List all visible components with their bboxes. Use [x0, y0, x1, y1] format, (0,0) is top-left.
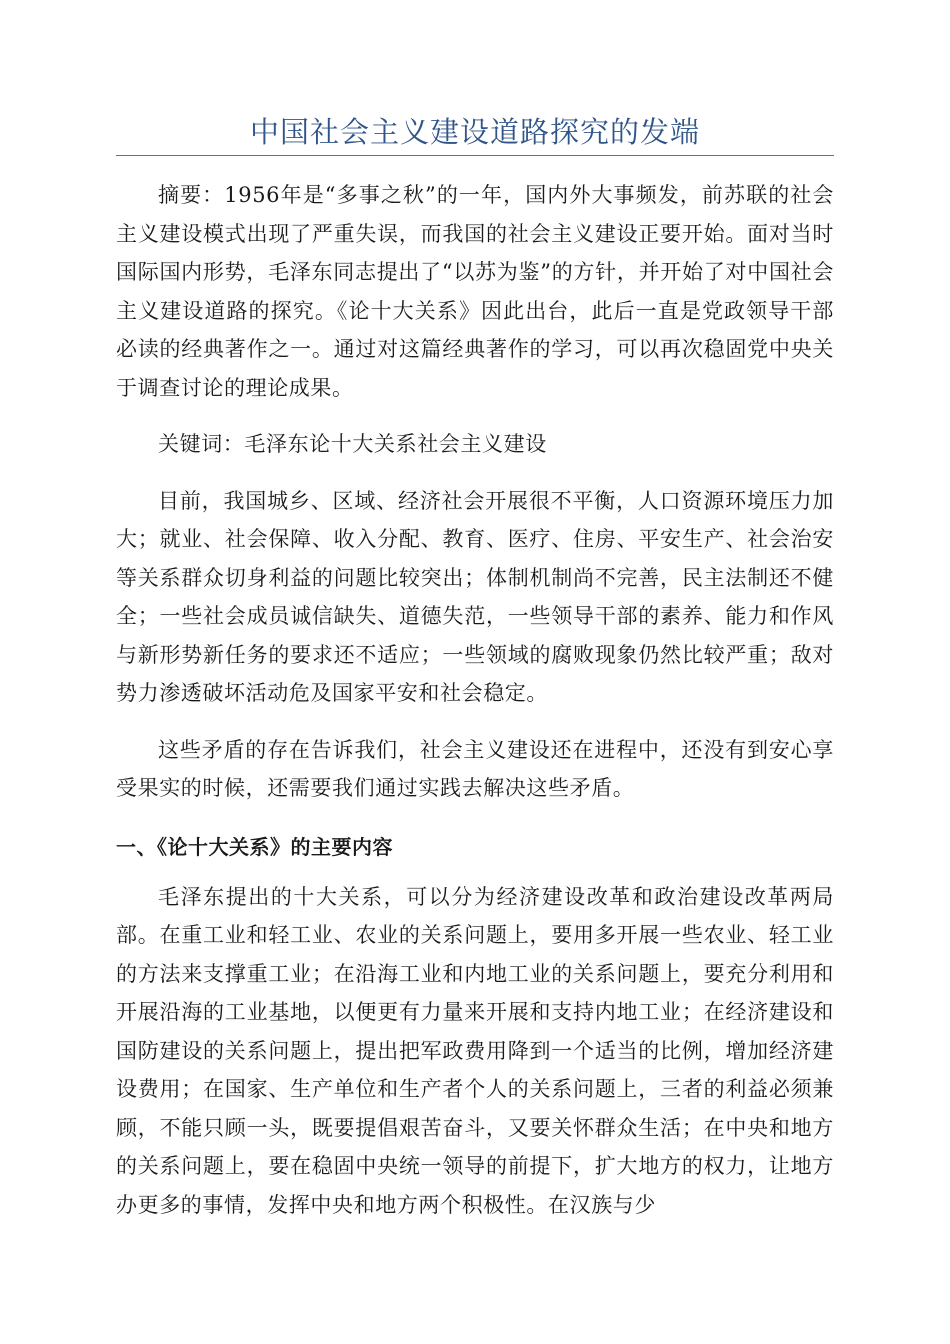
body-paragraph-1: 目前，我国城乡、区域、经济社会开展很不平衡，人口资源环境压力加大；就业、社会保障、收入分配、教育、医疗、住房、平安生产、社会治安等关系群众切身利益的问题比较突出；体制机制尚不完善，民主法制还不健全；一些社会成员诚信缺失、道德失范，一些领导干部的素养、能力和作风与新形势新任务的要求还不适应；一些领域的腐败现象仍然比较严重；敌对势力渗透破坏活动危及国家平安和社会稳定。: [116, 488, 834, 705]
section-heading-1: 一、《论十大关系》的主要内容: [116, 834, 393, 859]
title-underline: [116, 155, 834, 156]
keywords-paragraph: 关键词：毛泽东论十大关系社会主义建设: [158, 432, 547, 456]
section-1-paragraph: 毛泽东提出的十大关系，可以分为经济建设改革和政治建设改革两局部。在重工业和轻工业、农业的关系问题上，要用多开展一些农业、轻工业的方法来支撑重工业；在沿海工业和内地工业的关系问题上，要充分利用和开展沿海的工业基地，以便更有力量来开展和支持内地工业；在经济建设和国防建设的关系问题上，提出把军政费用降到一个适当的比例，增加经济建设费用；在国家、生产单位和生产者个人的关系问题上，三者的利益必须兼顾，不能只顾一头，既要提倡艰苦奋斗，又要关怀群众生活；在中央和地方的关系问题上，要在稳固中央统一领导的前提下，扩大地方的权力，让地方办更多的事情，发挥中央和地方两个积极性。在汉族与少: [116, 884, 834, 1217]
body-paragraph-2: 这些矛盾的存在告诉我们，社会主义建设还在进程中，还没有到安心享受果实的时候，还需要我们通过实践去解决这些矛盾。: [116, 737, 834, 800]
document-body: [116, 176, 834, 1224]
abstract-paragraph: 摘要：1956年是“多事之秋”的一年，国内外大事频发，前苏联的社会主义建设模式出现了严重失误，而我国的社会主义建设正要开始。面对当时国际国内形势，毛泽东同志提出了“以苏为鉴”的方针，并开始了对中国社会主义建设道路的探究。《论十大关系》因此出台，此后一直是党政领导干部必读的经典著作之一。通过对这篇经典著作的学习，可以再次稳固党中央关于调查讨论的理论成果。: [116, 183, 834, 400]
document-title: 中国社会主义建设道路探究的发端: [249, 115, 700, 149]
